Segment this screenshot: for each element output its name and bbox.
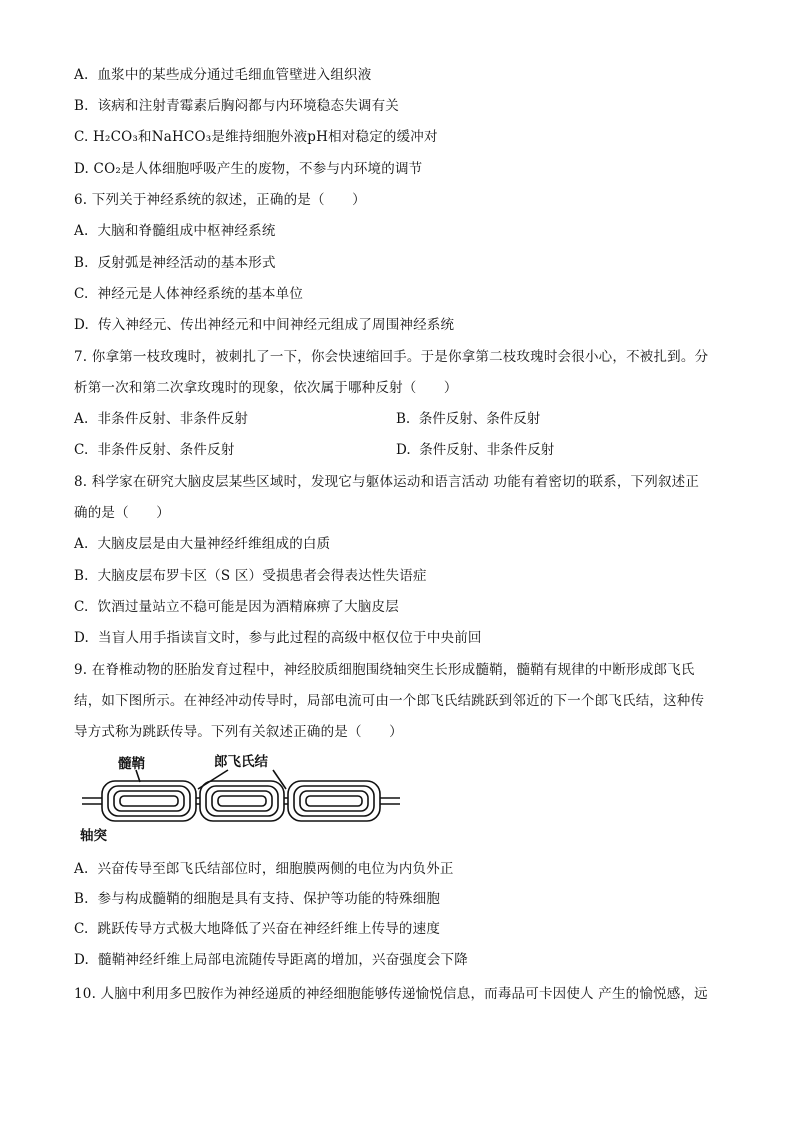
q9-stem-line2: 结，如下图所示。在神经冲动传导时，局部电流可由一个郎飞氏结跳跃到邻近的下一个郎飞氏结，这种传 (74, 693, 705, 709)
option-text: 神经元是人体神经系统的基本单位 (97, 286, 304, 302)
myelin-segment-2 (200, 781, 284, 821)
q5-option-c (74, 128, 438, 146)
q5-option-b (74, 97, 399, 115)
q8-option-b (74, 567, 427, 585)
q7-option-c (74, 441, 235, 459)
q9-option-d (74, 951, 468, 969)
q8-option-a (74, 535, 330, 553)
option-letter: B. (74, 255, 89, 271)
q9-option-c (74, 920, 440, 938)
option-text: 血浆中的某些成分通过毛细血管壁进入组织液 (97, 67, 372, 83)
q6-stem: 6. 下列关于神经系统的叙述，正确的是（ ） (74, 192, 366, 208)
option-letter: D. (74, 630, 90, 646)
q9-option-a (74, 860, 454, 878)
option-text: 饮酒过量站立不稳可能是因为酒精麻痹了大脑皮层 (97, 599, 399, 615)
option-text: 跳跃传导方式极大地降低了兴奋在神经纤维上传导的速度 (97, 921, 441, 937)
option-letter: A. (74, 861, 89, 877)
option-text: 髓鞘神经纤维上局部电流随传导距离的增加，兴奋强度会下降 (98, 952, 468, 968)
option-letter: D. (74, 317, 90, 333)
myelin-label: 髓鞘 (118, 756, 145, 772)
q5-option-d (74, 160, 422, 178)
option-letter: C. (74, 129, 89, 145)
q10-stem-line1: 10. 人脑中利用多巴胺作为神经递质的神经细胞能够传递愉悦信息，而毒品可卡因使人 产生的愉悦感，远 (74, 986, 708, 1002)
option-text: 当盲人用手指读盲文时，参与此过程的高级中枢仅位于中央前回 (98, 630, 482, 646)
option-text: 大脑皮层布罗卡区（S 区）受损患者会得表达性失语症 (97, 568, 427, 584)
q8-option-d (74, 629, 482, 647)
option-letter: D. (396, 442, 411, 458)
option-letter: D. (74, 161, 90, 177)
axon-label: 轴突 (80, 828, 107, 844)
option-letter: A. (74, 536, 89, 552)
option-letter: A. (74, 411, 89, 427)
option-text: 条件反射、非条件反射 (419, 442, 555, 458)
q8-stem-line2: 确的是（ ） (74, 505, 170, 521)
option-text: H₂CO₃和NaHCO₃是维持细胞外液pH相对稳定的缓冲对 (93, 129, 438, 145)
option-letter: C. (74, 599, 89, 615)
q7-stem-line1: 7. 你拿第一枝玫瑰时，被刺扎了一下，你会快速缩回手。于是你拿第二枝玫瑰时会很小心，不被扎到。分 (74, 349, 709, 365)
option-letter: D. (74, 952, 90, 968)
q7-option-a (74, 410, 248, 428)
q6-option-c (74, 285, 303, 303)
q8-stem-line1: 8. 科学家在研究大脑皮层某些区域时，发现它与躯体运动和语言活动 功能有着密切的联系，下列叙述正 (74, 474, 700, 490)
q5-option-a (74, 66, 371, 84)
option-text: 非条件反射、非条件反射 (97, 411, 249, 427)
option-letter: C. (74, 286, 89, 302)
option-text: 非条件反射、条件反射 (97, 442, 235, 458)
option-letter: C. (74, 921, 89, 937)
myelin-sheath-diagram (78, 754, 408, 844)
q7-option-b (396, 410, 540, 428)
q9-option-b (74, 890, 440, 908)
option-letter: B. (74, 98, 89, 114)
option-text: CO₂是人体细胞呼吸产生的废物，不参与内环境的调节 (93, 161, 423, 177)
option-text: 大脑和脊髓组成中枢神经系统 (97, 223, 276, 239)
myelin-segment-3 (288, 781, 380, 821)
option-letter: A. (74, 67, 89, 83)
option-letter: C. (74, 442, 89, 458)
option-letter: B. (74, 568, 89, 584)
q7-option-d (396, 441, 554, 459)
q9-stem-line3: 导方式称为跳跃传导。下列有关叙述正确的是（ ） (74, 724, 403, 740)
node-of-ranvier-label: 郎飞氏结 (214, 754, 268, 770)
option-letter: A. (74, 223, 89, 239)
q7-stem-line2: 析第一次和第二次拿玫瑰时的现象，依次属于哪种反射（ ） (74, 380, 458, 396)
q6-option-d (74, 316, 454, 334)
myelin-segment-1 (102, 781, 196, 821)
q6-option-b (74, 254, 276, 272)
option-text: 参与构成髓鞘的细胞是具有支持、保护等功能的特殊细胞 (97, 891, 441, 907)
option-text: 传入神经元、传出神经元和中间神经元组成了周围神经系统 (98, 317, 455, 333)
option-letter: B. (74, 891, 89, 907)
q6-option-a (74, 222, 276, 240)
option-text: 兴奋传导至郎飞氏结部位时，细胞膜两侧的电位为内负外正 (97, 861, 454, 877)
option-text: 该病和注射青霉素后胸闷都与内环境稳态失调有关 (97, 98, 400, 114)
option-letter: B. (396, 411, 411, 427)
q9-stem-line1: 9. 在脊椎动物的胚胎发育过程中，神经胶质细胞围绕轴突生长形成髓鞘，髓鞘有规律的中断形成郎飞氏 (74, 662, 695, 678)
option-text: 大脑皮层是由大量神经纤维组成的白质 (97, 536, 331, 552)
option-text: 条件反射、条件反射 (418, 411, 541, 427)
q8-option-c (74, 598, 399, 616)
option-text: 反射弧是神经活动的基本形式 (97, 255, 276, 271)
